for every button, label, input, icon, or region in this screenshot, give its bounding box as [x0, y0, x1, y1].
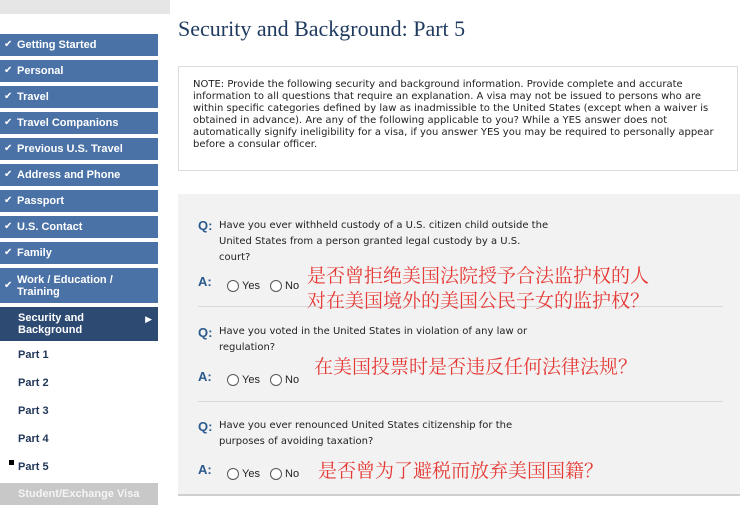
sidebar-nav	[0, 0, 158, 505]
question-text: Have you ever renounced United States citizenship for the purposes of avoiding taxation?	[219, 420, 513, 447]
checkmark-icon: ✔	[4, 39, 13, 50]
checkmark-icon: ✔	[4, 279, 13, 291]
q1-no-radio[interactable]	[270, 280, 282, 292]
question-label: Q:	[198, 325, 213, 340]
nav-item-label: U.S. Contact	[17, 221, 83, 233]
subnav-part-5[interactable]: Part 5	[18, 461, 49, 473]
q1-yes-label[interactable]: Yes	[242, 280, 260, 292]
nav-item-label: Personal	[17, 65, 64, 77]
checkmark-icon: ✔	[4, 169, 13, 180]
nav-item-address-and-phone[interactable]	[0, 164, 158, 186]
nav-item-student-exchange-visa: Student/Exchange Visa	[0, 483, 158, 505]
nav-item-us-contact[interactable]	[0, 216, 158, 238]
nav-item-passport[interactable]	[0, 190, 158, 212]
nav-item-label: Travel	[17, 91, 49, 103]
q2-no-label[interactable]: No	[285, 374, 300, 386]
question-label: Q:	[198, 419, 213, 434]
question-text: Have you voted in the United States in violation of any law or regulation?	[219, 326, 528, 353]
page-title: Security and Background: Part 5	[178, 16, 466, 41]
q1-no-label[interactable]: No	[285, 280, 300, 292]
checkmark-icon: ✔	[4, 143, 13, 154]
annotation-q1-line2: 对在美国境外的美国公民子女的监护权？	[307, 290, 650, 312]
nav-item-travel-companions[interactable]	[0, 112, 158, 134]
q2-no-radio[interactable]	[270, 374, 282, 386]
q2-yes-label[interactable]: Yes	[242, 374, 260, 386]
subnav-part-2[interactable]: Part 2	[18, 377, 49, 389]
nav-item-travel[interactable]	[0, 86, 158, 108]
checkmark-icon: ✔	[4, 221, 13, 232]
checkmark-icon: ✔	[4, 65, 13, 76]
annotation-q2: 在美国投票时是否违反任何法律法规？	[314, 356, 638, 378]
nav-item-label: Work / Education / Training	[17, 273, 113, 298]
nav-item-label: Previous U.S. Travel	[17, 143, 123, 155]
note-box	[178, 66, 738, 171]
annotation-q3: 是否曾为了避税而放弃美国国籍？	[318, 460, 604, 482]
checkmark-icon: ✔	[4, 117, 13, 128]
subnav-part-3[interactable]: Part 3	[18, 405, 49, 417]
questions-panel	[178, 194, 740, 496]
nav-item-label: Getting Started	[17, 39, 97, 51]
q1-yes-radio[interactable]	[227, 280, 239, 292]
checkmark-icon: ✔	[4, 195, 13, 206]
answer-label: A:	[198, 369, 212, 384]
q3-yes-label[interactable]: Yes	[242, 468, 260, 480]
nav-item-label: Address and Phone	[17, 169, 121, 181]
nav-item-label: Security and Background	[18, 312, 85, 336]
q3-no-radio[interactable]	[270, 468, 282, 480]
nav-item-work-education-training[interactable]	[0, 268, 158, 303]
question-label: Q:	[198, 218, 213, 233]
question-divider	[198, 401, 723, 402]
nav-item-personal[interactable]	[0, 60, 158, 82]
checkmark-icon: ✔	[4, 91, 13, 102]
subnav-part-1[interactable]: Part 1	[18, 349, 49, 361]
question-text: Have you ever withheld custody of a U.S. citizen child outside the United States from a person granted legal custody by a U.S. court?	[219, 220, 549, 263]
answer-label: A:	[198, 462, 212, 477]
q2-yes-radio[interactable]	[227, 374, 239, 386]
q3-no-label[interactable]: No	[285, 468, 300, 480]
annotation-q1-line1: 是否曾拒绝美国法院授予合法监护权的人	[307, 265, 650, 287]
q3-yes-radio[interactable]	[227, 468, 239, 480]
nav-item-label: Travel Companions	[17, 117, 119, 129]
nav-item-label: Passport	[17, 195, 65, 207]
answer-label: A:	[198, 274, 212, 289]
nav-item-previous-us-travel[interactable]	[0, 138, 158, 160]
nav-item-getting-started[interactable]	[0, 34, 158, 56]
nav-item-label: Family	[17, 247, 52, 259]
note-text: NOTE: Provide the following security and background information. Provide complete and accurate information to all questions that require an explanation. A visa may not be issued to persons who are within specific categories defined by law as inadmissible to the United States (except when a waiver is obtained in advance). Are any of the following applicable to you? While a YES answer does not automatically signify ineligibility for a visa, if you answer YES you may be required to personally appear before a consular officer.	[193, 79, 714, 150]
sidebar-header-strip	[0, 0, 170, 14]
current-page-marker-icon	[9, 460, 14, 465]
triangle-right-icon: ▶	[145, 314, 152, 324]
nav-item-family[interactable]	[0, 242, 158, 264]
nav-item-security-and-background[interactable]	[0, 307, 158, 341]
checkmark-icon: ✔	[4, 247, 13, 258]
subnav-part-4[interactable]: Part 4	[18, 433, 49, 445]
